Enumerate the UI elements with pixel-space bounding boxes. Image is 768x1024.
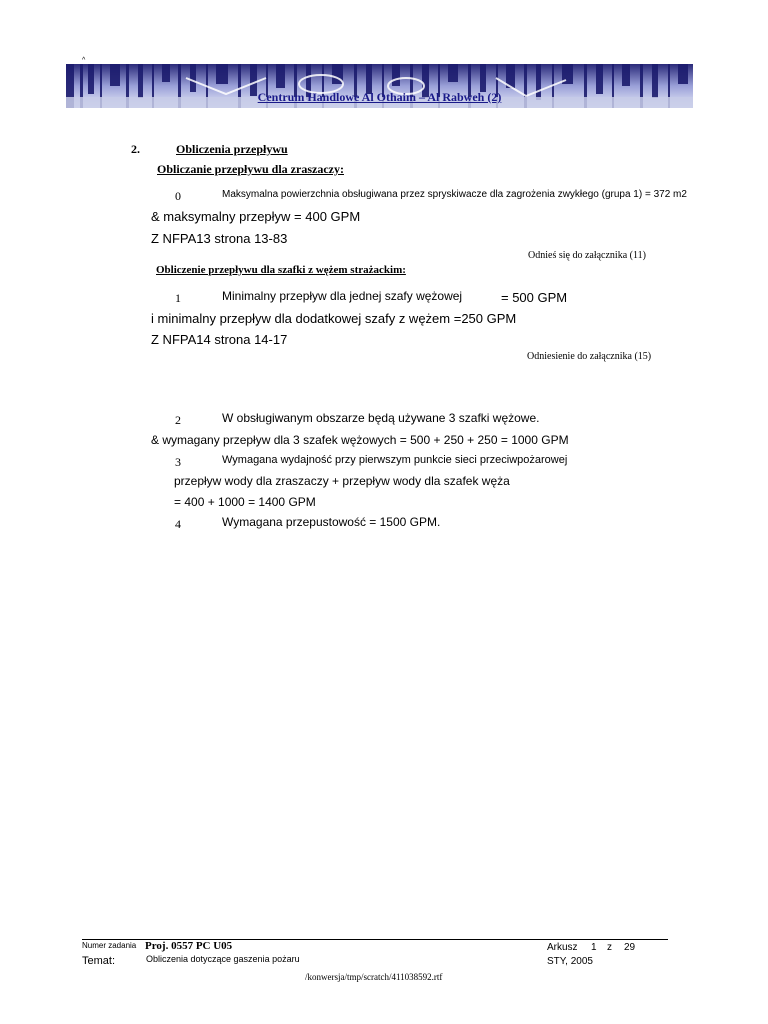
calc-item-4-text: Wymagana przepustowość = 1500 GPM. bbox=[222, 515, 441, 529]
sprinklers-source: Z NFPA13 strona 13-83 bbox=[151, 231, 288, 246]
footer-task-value: Proj. 0557 PC U05 bbox=[145, 940, 233, 952]
footer-date: STY, 2005 bbox=[547, 956, 593, 967]
hose-item-text: Minimalny przepływ dla jednej szafy wężowej bbox=[222, 289, 463, 303]
section-number: 2. bbox=[131, 142, 140, 156]
calc-item-2-text: W obsługiwanym obszarze będą używane 3 szafki wężowe. bbox=[222, 411, 540, 425]
hose-item-number: 1 bbox=[175, 291, 181, 305]
calc-item-4-number: 4 bbox=[175, 517, 181, 531]
footer-topic-value: Obliczenia dotyczące gaszenia pożaru bbox=[146, 954, 300, 964]
calc-item-3-number: 3 bbox=[175, 455, 181, 469]
header-banner bbox=[66, 64, 693, 108]
footer-sheet-number: 1 bbox=[591, 942, 597, 953]
sprinklers-reference: Odnieś się do załącznika (11) bbox=[528, 250, 646, 261]
footer-sheet-label: Arkusz bbox=[547, 942, 578, 953]
header-caret: ^ bbox=[82, 57, 86, 64]
footer-task-label: Numer zadania bbox=[82, 941, 137, 950]
sprinklers-heading: Obliczanie przepływu dla zraszaczy: bbox=[157, 162, 344, 176]
footer-sheet-total: 29 bbox=[624, 942, 636, 953]
footer-topic-label: Temat: bbox=[82, 955, 116, 967]
hose-reference: Odniesienie do załącznika (15) bbox=[527, 351, 652, 362]
calc-item-3-formula: przepływ wody dla zraszaczy + przepływ wody dla szafek węża bbox=[174, 474, 510, 488]
sprinklers-max-flow: & maksymalny przepływ = 400 GPM bbox=[151, 209, 361, 224]
hose-additional-flow: i minimalny przepływ dla dodatkowej szafy z wężem =250 GPM bbox=[151, 311, 517, 326]
section-title: Obliczenia przepływu bbox=[176, 142, 288, 156]
footer-file-path: /konwersja/tmp/scratch/411038592.rtf bbox=[305, 972, 443, 982]
hose-item-value: = 500 GPM bbox=[501, 290, 568, 305]
calc-item-3-result: = 400 + 1000 = 1400 GPM bbox=[174, 495, 316, 509]
calc-item-2-total: & wymagany przepływ dla 3 szafek wężowych = 500 + 250 + 250 = 1000 GPM bbox=[151, 433, 569, 447]
document-title: Centrum Handlowe Al Othaim – Al Rabweh (2) bbox=[257, 90, 502, 104]
hose-source: Z NFPA14 strona 14-17 bbox=[151, 332, 288, 347]
calc-item-2-number: 2 bbox=[175, 413, 181, 427]
sprinklers-item-text: Maksymalna powierzchnia obsługiwana przez spryskiwacze dla zagrożenia zwykłego (grupa 1) = 372 m2 bbox=[222, 189, 687, 200]
footer-sheet-of: z bbox=[607, 942, 612, 953]
calc-item-3-text: Wymagana wydajność przy pierwszym punkcie sieci przeciwpożarowej bbox=[222, 454, 568, 466]
sprinklers-item-number: 0 bbox=[175, 189, 181, 203]
hose-heading: Obliczenie przepływu dla szafki z wężem strażackim: bbox=[156, 264, 406, 276]
